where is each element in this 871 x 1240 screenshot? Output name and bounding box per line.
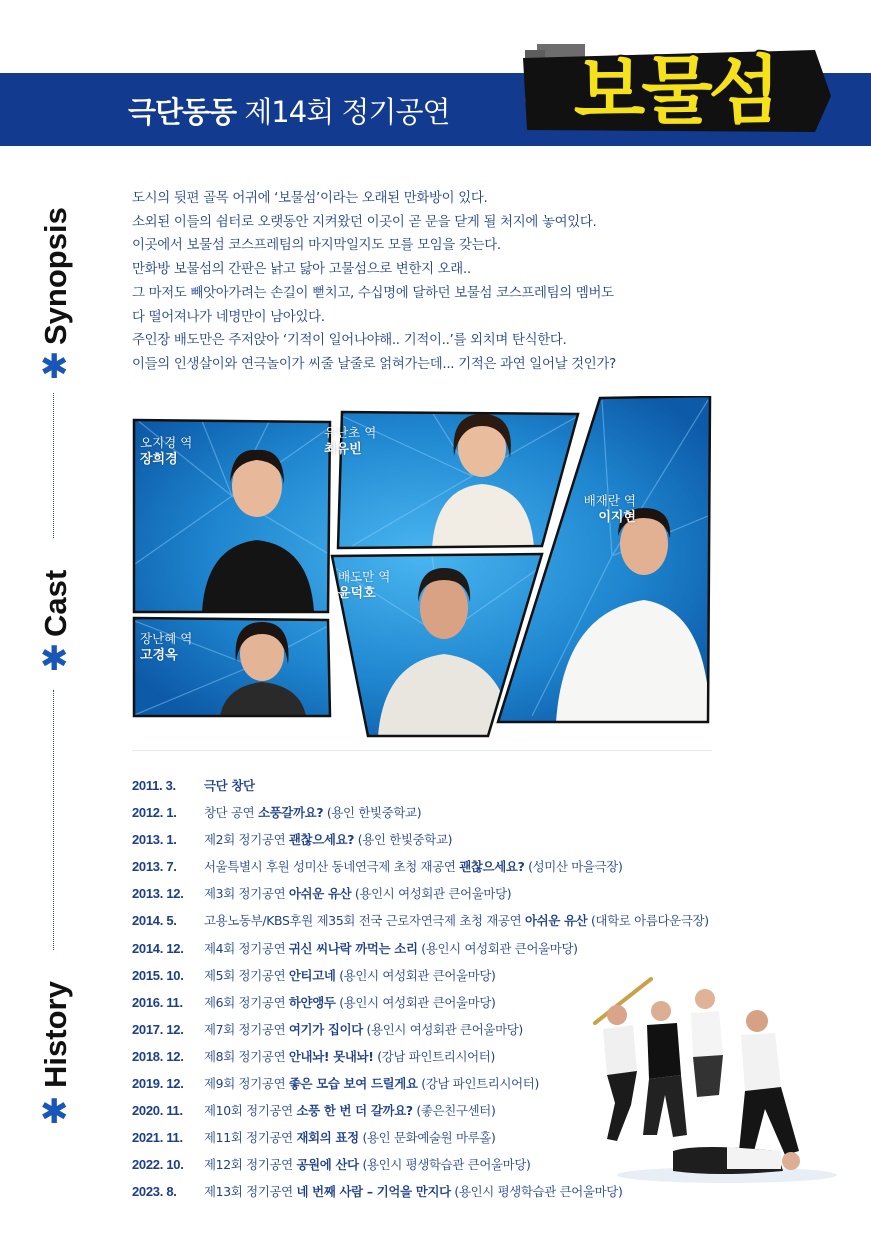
history-venue: (강남 파인트리시어터) [417,1076,540,1092]
history-description [204,1124,496,1151]
history-prefix: 제13회 정기공연 [204,1184,297,1200]
history-date: 2014. 12. [132,940,184,956]
history-venue: (용인시 여성회관 큰어울마당) [335,994,496,1010]
company-name: 극단동동 [128,95,237,129]
history-description [204,1043,495,1070]
role-name: 유난초 역 [324,425,377,440]
history-venue: (용인시 여성회관 큰어울마당) [335,967,496,983]
history-prefix: 제9회 정기공연 [204,1076,289,1092]
group-photo [577,975,849,1185]
synopsis-line: 다 떨어져나가 네명만이 남아있다. [132,309,325,325]
cast-member [140,434,192,468]
cast-collage-graphic [132,396,712,750]
cast-member [140,630,192,664]
synopsis-line: 그 마저도 빼앗아가려는 손길이 뻗치고, 수십명에 달하던 보물섬 코스프레팀의 멤버도 [132,285,614,301]
history-prefix: 고용노동부/KBS후원 제35회 전국 근로자연극제 초청 재공연 [204,913,525,929]
history-row [132,935,772,962]
history-show-title: 괜찮으세요? [288,832,355,848]
history-venue: (용인시 평생학습관 큰어울마당) [450,1184,623,1200]
history-show-title: 극단 창단 [204,778,255,793]
actor-name: 이지현 [598,510,636,525]
history-description [204,962,496,989]
history-row [132,826,772,853]
history-description [204,1016,523,1043]
history-label [34,960,74,1088]
history-show-title: 공원에 산다 [296,1157,359,1173]
history-venue: (용인시 여성회관 큰어울마당) [417,940,578,956]
divider-dots [53,690,54,950]
synopsis-label [34,180,74,345]
history-venue: (좋은친구센터) [412,1103,496,1119]
history-description [204,826,452,853]
history-venue: (용인시 여성회관 큰어울마당) [362,1021,523,1037]
history-show-title: 안티고네 [288,967,336,983]
history-date: 2018. 12. [132,1048,184,1064]
history-venue: (용인시 여성회관 큰어울마당) [351,886,512,902]
history-row [132,907,772,934]
actor-name: 고경옥 [140,648,178,663]
history-show-title: 소풍갈까요? [257,805,324,821]
history-prefix: 제3회 정기공연 [204,886,289,902]
history-show-title: 괜찮으세요? [459,859,525,875]
synopsis-line: 소외된 이들의 쉼터로 오랫동안 지켜왔던 이곳이 곧 문을 닫게 될 처지에 놓여있다. [132,214,597,230]
history-date: 2013. 7. [132,859,177,875]
asterisk-icon: ✱ [40,347,69,387]
history-description [204,1151,531,1178]
history-description [204,880,511,907]
history-date: 2023. 8. [132,1184,177,1200]
history-prefix: 서울특별시 후원 성미산 동네연극제 초청 재공연 [204,859,460,875]
history-date: 2021. 11. [132,1130,183,1146]
history-show-title: 재회의 표정 [296,1130,359,1146]
history-description [204,772,255,799]
history-venue: (용인 한빛중학교) [354,832,453,848]
asterisk-icon: ✱ [40,639,69,679]
history-show-title: 아쉬운 유산 [524,913,588,929]
history-venue: (용인시 평생학습관 큰어울마당) [358,1157,531,1173]
history-show-title: 소풍 한 번 더 갈까요? [296,1103,413,1119]
role-name: 장난혜 역 [140,631,193,646]
history-row [132,880,772,907]
actor-name: 장희경 [140,452,178,467]
synopsis-text [132,187,772,377]
history-prefix: 제8회 정기공연 [204,1048,289,1064]
history-row [132,853,772,880]
history-venue: (성미산 마을극장) [524,859,623,875]
actor-name: 최유빈 [324,442,362,457]
page-title [128,90,450,131]
history-prefix: 제5회 정기공연 [204,967,289,983]
history-date: 2017. 12. [132,1021,184,1037]
history-description [204,1097,496,1124]
history-date: 2022. 10. [132,1157,184,1173]
history-row [132,772,772,799]
synopsis-line: 이곳에서 보물섬 코스프레팀의 마지막일지도 모를 모임을 갖는다. [132,238,501,254]
group-photo-graphic [577,975,849,1185]
show-title-text: 보물섬 [573,48,777,134]
synopsis-line: 주인장 배도만은 주저앉아 ‘기적이 일어나야해.. 기적이..’를 외치며 탄식한다. [132,333,567,349]
role-name: 오지경 역 [140,435,193,450]
history-prefix: 제4회 정기공연 [204,940,289,956]
history-description [204,799,421,826]
history-date: 2013. 12. [132,886,184,902]
history-description [204,1070,539,1097]
history-date: 2016. 11. [132,994,183,1010]
history-description [204,935,578,962]
history-prefix: 제2회 정기공연 [204,832,289,848]
history-row [132,799,772,826]
cast-member [324,424,376,458]
history-show-title: 안내놔! 못내놔! [288,1048,374,1064]
synopsis-line: 만화방 보물섬의 간판은 낡고 닳아 고물섬으로 변한지 오래.. [132,262,471,278]
cast-label [34,555,74,637]
history-prefix: 창단 공연 [204,805,258,821]
history-date: 2020. 11. [132,1103,183,1119]
history-date: 2011. 3. [132,778,176,793]
divider-dots [53,393,54,538]
history-prefix: 제10회 정기공연 [204,1103,297,1119]
history-description [204,1178,622,1205]
history-show-title: 좋은 모습 보여 드릴게요 [288,1076,418,1092]
show-logo [515,36,835,136]
history-date: 2012. 1. [132,805,177,821]
history-venue: (강남 파인트리시어터) [373,1048,495,1064]
role-name: 배도만 역 [338,569,391,584]
show-logo-graphic [515,36,835,136]
history-prefix: 제12회 정기공연 [204,1157,297,1173]
history-show-title: 아쉬운 유산 [288,886,352,902]
divider [132,750,712,751]
history-description [204,989,496,1016]
synopsis-label-text: Synopsis [38,207,73,345]
cast-member [580,492,636,526]
history-venue: (용인 문화예술원 마루홀) [358,1130,496,1146]
asterisk-icon: ✱ [40,1092,69,1132]
history-venue: (대학로 아름다운극장) [587,913,709,929]
history-prefix: 제6회 정기공연 [204,994,289,1010]
history-label-text: History [38,981,73,1088]
cast-member [338,568,390,602]
history-description [204,907,709,934]
synopsis-line: 도시의 뒷편 골목 어귀에 ‘보물섬’이라는 오래된 만화방이 있다. [132,191,488,206]
history-show-title: 하얀앵두 [288,994,336,1010]
history-show-title: 여기가 집이다 [288,1021,363,1037]
history-venue: (용인 한빛중학교) [323,805,422,821]
history-description [204,853,622,880]
history-date: 2014. 5. [132,913,177,929]
performance-subtitle: 제14회 정기공연 [244,95,450,129]
actor-name: 윤덕호 [338,586,376,601]
history-date: 2019. 12. [132,1076,184,1092]
synopsis-line: 이들의 인생살이와 연극놀이가 씨줄 날줄로 얽혀가는데... 기적은 과연 일어날 것인가? [132,356,616,372]
cast-collage [132,396,712,750]
history-prefix: 제7회 정기공연 [204,1021,289,1037]
history-date: 2013. 1. [132,832,177,848]
cast-label-text: Cast [38,569,73,637]
history-show-title: 귀신 씨나락 까먹는 소리 [288,940,418,956]
history-prefix: 제11회 정기공연 [204,1130,297,1146]
role-name: 배재란 역 [583,493,636,508]
history-date: 2015. 10. [132,967,184,983]
history-show-title: 네 번째 사람 – 기억을 만지다 [296,1184,451,1200]
